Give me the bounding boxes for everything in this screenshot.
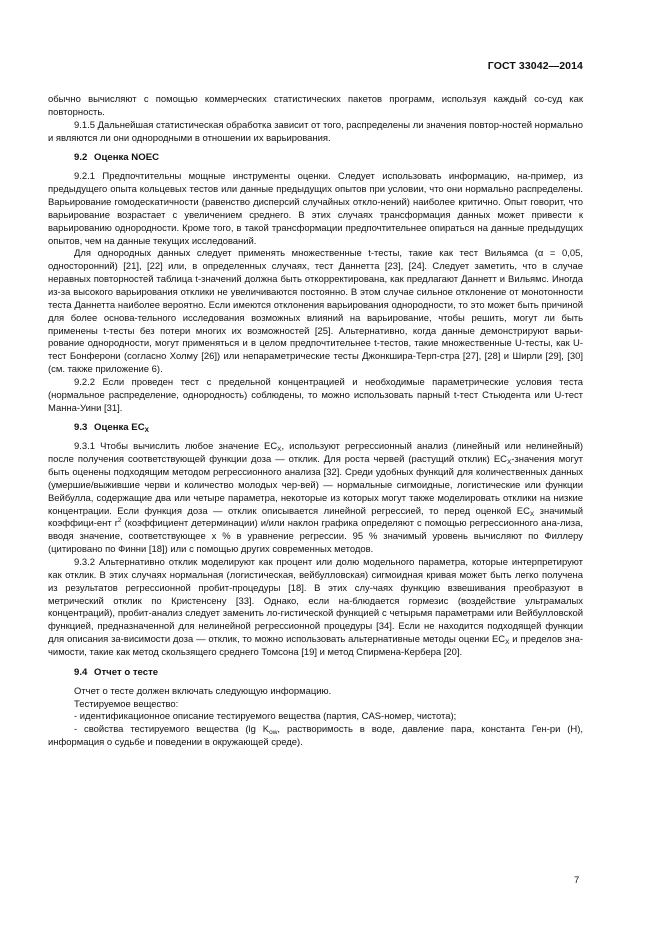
- subscript: X: [277, 446, 282, 454]
- subscript: ow: [269, 729, 278, 737]
- page-body: [48, 94, 583, 750]
- list-item: [48, 724, 583, 750]
- text-run: - свойства тестируемого вещества (lg K: [74, 724, 270, 736]
- text-run: , используют регрессионный анализ (линейный или нелинейный) после получения соответствующей функции доза — отклик. Для роста червей (растущий отклик) EC: [48, 441, 584, 466]
- text-run: (коэффициент детерминации) и/или наклон графика определяют с помощью регрессионного ана-лиза, вводя значение, соответствующее x % в уравнение регрессии. 95 % значимый уровень вычисляют по Филлеру (цитировано по Финни [18]) или с помощью других современных методов.: [48, 518, 583, 556]
- paragraph-9-2-1: 9.2.1 Предпочтительны мощные инструменты оценки. Следует использовать информацию, на-пример, из предыдущего опыта кольцевых тестов или данные предыдущих опытов при условии, что они нормально распределены. Варьирование гомодескатичности (равенство дисперсий случайных откло-нений) наиболее критично. Опыт говорит, что варьирование возрастает с увеличением среднего. В этих случаях трансформация данных может привести к варьированию однородности. Кроме того, в такой трансформации предпочтительнее опираться на данные предыдущих опытов, чем на данные текущих исследований.: [48, 171, 583, 247]
- text-run: 9.3.1 Чтобы вычислить любое значение EC: [74, 441, 278, 453]
- subscript: X: [506, 459, 512, 467]
- text-run: 9.3.2 Альтернативно отклик моделируют как процент или долю модельного параметра, которые интерпретируют как отклик. В этих случаях нормальная (логистическая, вейбулловская) сигмоидная кривая может быть легко получена из результатов регрессионной пробит-процедуры [18]. В этих слу-чаях функцию взвешивания преобразуют в метрический отклик по Кристенсену [33]. Однако, если на-блюдается гормезис (воздействие ультрамалых концентраций), пробит-анализ следует заменить ло-гистической функцией с четырьмя параметрами или Вейбулловской функцией, предназначенной для нелинейной регрессионной процедуры [34]. Если не находится подходящей функции для описания за-висимости доза — отклик, то можно использовать альтернативные методы оценки EC: [48, 557, 583, 646]
- text-run: и пределов зна-чимости, такие как метод скользящего среднего Томсона [19] и метод Спирмена-Кербера [20].: [48, 634, 583, 658]
- text-run: значимый коэффици-ент r: [48, 505, 583, 530]
- paragraph-9-1-5: 9.1.5 Дальнейшая статистическая обработка зависит от того, распределены ли значения повтор-ностей нормально и являются ли они однородными в отношении их варьирования.: [48, 119, 583, 144]
- superscript: 2: [117, 517, 122, 525]
- text-run: , растворимость в воде, давление пара, константа Ген-ри (Н), информация о судьбе и поведении в окружающей среде).: [48, 724, 583, 749]
- section-number: 9.3: [74, 422, 88, 434]
- section-number: 9.4: [74, 666, 88, 678]
- section-title: Оценка EC: [94, 422, 145, 434]
- paragraph-9-3-1: [48, 441, 583, 557]
- subscript: X: [144, 427, 149, 435]
- section-number: 9.2: [74, 152, 88, 164]
- paragraph: Отчет о тесте должен включать следующую информацию.: [74, 685, 332, 697]
- section-heading-9-2: [48, 151, 583, 165]
- list-item: - идентификационное описание тестируемого вещества (партия, CAS-номер, чистота);: [74, 711, 457, 723]
- subscript: X: [529, 510, 535, 518]
- text-run: -значения могут быть оценены подходящим методом регрессионного анализа [32]. Среди удобных функций для количественных данных (умершие/выжившие черви и количество молодых чер-вей) — нормальные сигмоидные, логистические или функции Вейбулла, содержащие два или четыре параметра, некоторые из которых могут также моделировать отклики на низкие концентрации. Если функция доза — отклик описывается линейной регрессией, то перед оценкой EC: [48, 454, 583, 517]
- section-title: Отчет о тесте: [94, 666, 159, 678]
- section-title: Оценка NOEC: [94, 152, 160, 164]
- section-heading-9-3: [48, 421, 583, 435]
- page-number: 7: [574, 875, 580, 886]
- paragraph-9-2-2: 9.2.2 Если проведен тест с предельной концентрацией и необходимые параметрические условия теста (нормальное распределение, однородность) соблюдены, то можно использовать парный t-тест Стьюдента или U-тест Манна-Уини [31].: [48, 376, 583, 414]
- standard-header: ГОСТ 33042—2014: [487, 60, 583, 72]
- subscript: X: [505, 639, 510, 647]
- paragraph: Тестируемое вещество:: [74, 698, 179, 710]
- paragraph: Для однородных данных следует применять множественные t-тесты, такие как тест Вильямса (α = 0,05, односторонний) [21], [22] или, в определенных случаях, тест Даннетта [23], [24]. Следует заметить, что в случае неравных повторностей таблица t-значений должна быть откорректирована, как предлагают Даннетт и Вильямс. Иногда из-за высокого варьирования отклики не увеличиваются постоянно. В этом случае сильное отклонение от монотонности теста Даннетта наиболее вероятно. Если имеются отклонения варьирования однородности, то это может быть причиной для более основа-тельного исследования возможных влияний на варьирование, чтобы решить, могут ли быть применены t-тесты без потери многих их возможностей [25]. Альтернативно, когда данные демонстрируют варьи-рование однородности, могут применяться и в целом предпочтительнее t-тестов, такие множественные U-тесты, как U-тест Бонферони (согласно Холму [26]) или непараметрические тесты Джонкшира-Терп-стра [27], [28] и Ширли [29], [30] (см. также приложение 6).: [48, 248, 583, 376]
- paragraph: обычно вычисляют с помощью коммерческих статистических пакетов программ, используя каждый со-суд как повторность.: [48, 94, 583, 118]
- section-heading-9-4: [48, 666, 583, 680]
- paragraph-9-3-2: [48, 557, 583, 660]
